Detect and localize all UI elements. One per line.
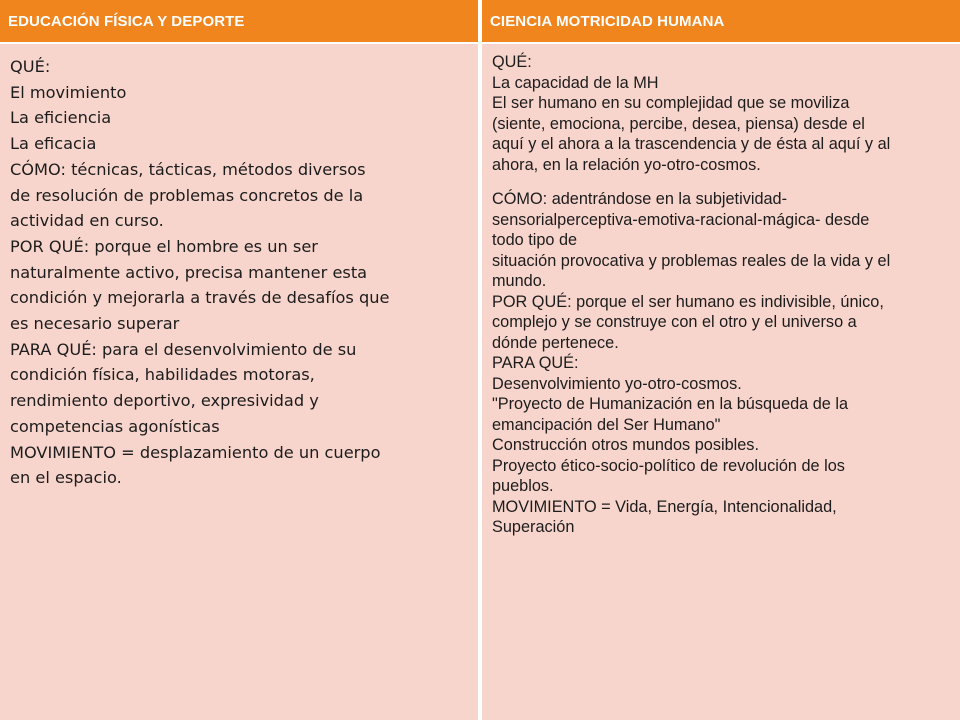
text-line: competencias agonísticas <box>10 416 220 436</box>
text-line: naturalmente activo, precisa mantener esta <box>10 262 368 282</box>
text-line: QUÉ: <box>492 53 532 71</box>
text-line: La eficacia <box>10 134 97 154</box>
text-line: La eficiencia <box>10 108 112 128</box>
text-line: complejo y se construye con el otro y el universo a <box>492 313 857 331</box>
text-line: en el espacio. <box>10 468 122 488</box>
text-line: Superación <box>492 518 575 536</box>
text-line: situación provocativa y problemas reales de la vida y el <box>492 251 891 270</box>
text-line: QUÉ: <box>10 57 51 76</box>
text-line: MOVIMIENTO = desplazamiento de un cuerpo <box>10 442 381 462</box>
text-line: actividad en curso. <box>10 211 164 231</box>
header-right-label: CIENCIA MOTRICIDAD HUMANA <box>490 12 725 30</box>
text-line: emancipación del Ser Humano" <box>492 415 721 434</box>
header-left-label: EDUCACIÓN FÍSICA Y DEPORTE <box>8 12 245 30</box>
text-line: dónde pertenece. <box>492 333 619 352</box>
header-ciencia-motricidad <box>482 0 960 42</box>
text-line: Proyecto ético-socio-político de revolución de los <box>492 456 845 475</box>
text-line: de resolución de problemas concretos de la <box>10 185 364 205</box>
text-line: PARA QUÉ: <box>492 354 579 372</box>
text-line: Desenvolvimiento yo-otro-cosmos. <box>492 374 742 393</box>
header-educacion-fisica <box>0 0 478 42</box>
text-line: es necesario superar <box>10 314 180 334</box>
text-line: todo tipo de <box>492 231 578 249</box>
text-line: sensorialperceptiva-emotiva-racional-mágica- desde <box>492 210 870 229</box>
text-line: MOVIMIENTO = Vida, Energía, Intencionalidad, <box>492 497 837 516</box>
text-line: POR QUÉ: porque el hombre es un ser <box>10 236 318 256</box>
text-line: pueblos. <box>492 477 554 495</box>
text-line: condición física, habilidades motoras, <box>10 365 315 385</box>
educacion-fisica-content <box>0 44 478 720</box>
text-line: PARA QUÉ: para el desenvolvimiento de su <box>10 339 357 359</box>
text-line: Construcción otros mundos posibles. <box>492 436 759 454</box>
text-line: POR QUÉ: porque el ser humano es indivisible, único, <box>492 292 884 311</box>
text-line: mundo. <box>492 272 547 290</box>
text-line: La capacidad de la MH <box>492 73 659 92</box>
text-line: rendimiento deportivo, expresividad y <box>10 391 319 411</box>
text-line: aquí y el ahora a la trascendencia y de ésta al aquí y al <box>492 135 891 153</box>
text-line: (siente, emociona, percibe, desea, piensa) desde el <box>492 114 865 133</box>
text-line: condición y mejorarla a través de desafíos que <box>10 288 390 308</box>
paragraph-gap <box>492 175 952 189</box>
text-line: CÓMO: técnicas, tácticas, métodos diversos <box>10 159 366 179</box>
text-line: CÓMO: adentrándose en la subjetividad- <box>492 190 788 208</box>
text-line: "Proyecto de Humanización en la búsqueda de la <box>492 395 849 413</box>
text-line: ahora, en la relación yo-otro-cosmos. <box>492 155 761 174</box>
text-line: El ser humano en su complejidad que se moviliza <box>492 94 850 112</box>
ciencia-motricidad-content <box>482 44 960 720</box>
text-line: El movimiento <box>10 82 127 102</box>
